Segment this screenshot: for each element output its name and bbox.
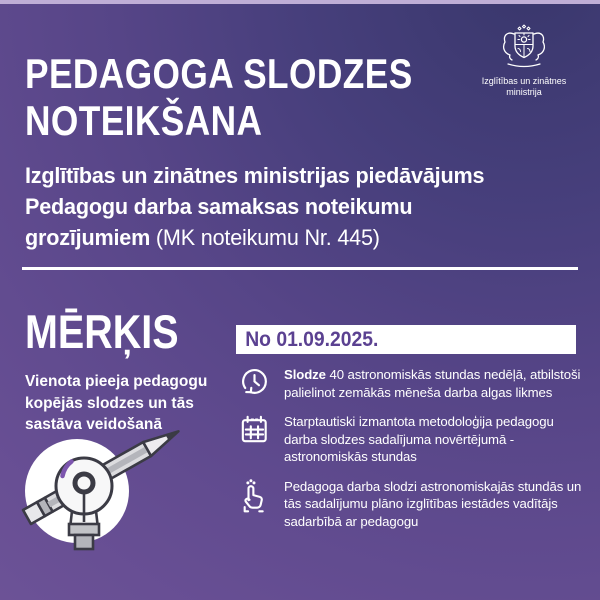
ministry-name-line2: ministrija (506, 87, 542, 97)
list-item-text: Slodze 40 astronomiskās stundas nedēļā, atbilstoši palielinot zemākās mēneša darba algas likmes (284, 367, 581, 400)
top-accent-strip (0, 0, 600, 4)
page-title-line1: PEDAGOGA SLODZES (25, 50, 413, 97)
idea-lightbulb-pencil-illustration (10, 413, 200, 573)
ministry-name-line1: Izglītības un zinātnes (481, 76, 567, 86)
list-item-text: Pedagoga darba slodzi astronomiskajās stundās un tās sadalījumu plāno izglītības iestādes vadītājs sadarbībā ar pedagogu (284, 478, 582, 529)
ministry-name (466, 76, 582, 98)
ministry-logo (466, 24, 582, 98)
date-badge (236, 325, 576, 354)
list-item (237, 478, 583, 531)
details-list (237, 366, 583, 530)
page-title (25, 50, 413, 144)
date-badge-text: No 01.09.2025. (245, 327, 379, 351)
goal-heading: MĒRĶIS (25, 305, 179, 358)
goal-text-line: sastāva veidošanā (25, 416, 163, 433)
subtitle-line: grozījumiem (MK noteikumu Nr. 445) (25, 225, 380, 250)
hand-tap-icon (237, 478, 271, 514)
section-divider (22, 267, 578, 270)
subtitle (25, 160, 484, 253)
list-item (237, 413, 583, 466)
calendar-grid-icon (237, 413, 271, 447)
page-title-line2: NOTEIKŠANA (25, 97, 263, 144)
list-item (237, 366, 583, 401)
goal-text-line: kopējās slodzes un tās (25, 394, 194, 412)
subtitle-line: Izglītības un zinātnes ministrijas piedāvājums (25, 163, 485, 188)
goal-text-line: Vienota pieeja pedagogu (25, 373, 208, 390)
subtitle-line: Pedagogu darba samaksas noteikumu (25, 194, 413, 219)
latvia-coat-of-arms-icon (493, 55, 555, 72)
clock-history-icon (237, 366, 271, 399)
list-item-text: Starptautiski izmantota metodoloģija pedagogu darba slodzes sadalījuma novērtējumā - astronomiskās stundas (284, 414, 554, 464)
